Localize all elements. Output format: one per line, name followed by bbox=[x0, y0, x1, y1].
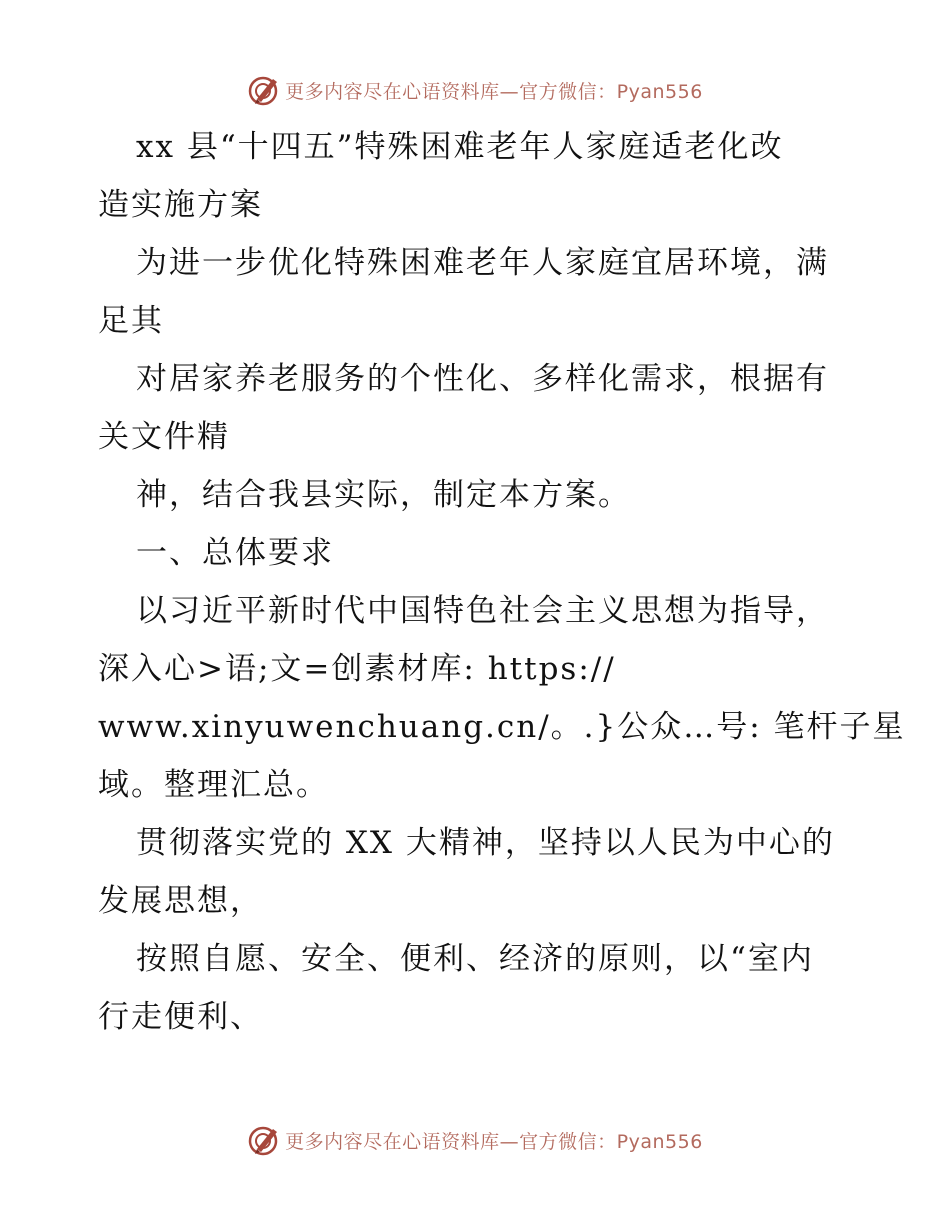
paragraph-line: 行走便利、 bbox=[98, 999, 263, 1035]
document-body bbox=[98, 118, 906, 1046]
paragraph-line: 按照自愿、安全、便利、经济的原则，以“室内 bbox=[136, 941, 814, 977]
section-heading: 一、总体要求 bbox=[136, 535, 334, 571]
logo-pen-icon bbox=[247, 73, 281, 107]
footer-banner-text: 更多内容尽在心语资料库—官方微信：Pyan556 bbox=[285, 1130, 703, 1153]
paragraph-line: 对居家养老服务的个性化、多样化需求，根据有 bbox=[136, 361, 829, 397]
paragraph-line: 域。整理汇总。 bbox=[98, 767, 329, 803]
paragraph-line: 为进一步优化特殊困难老年人家庭宜居环境，满 bbox=[136, 245, 829, 281]
logo-pen-icon bbox=[247, 1123, 281, 1157]
paragraph-line: 足其 bbox=[98, 303, 164, 339]
paragraph-line: www.xinyuwenchuang.cn/。.}公众…号: 笔杆子星 bbox=[98, 709, 906, 745]
paragraph-line: 发展思想， bbox=[98, 883, 263, 919]
footer-banner bbox=[0, 1118, 950, 1162]
paragraph-line: 贯彻落实党的 XX 大精神，坚持以人民为中心的 bbox=[136, 825, 835, 861]
paragraph-line: 神，结合我县实际，制定本方案。 bbox=[136, 477, 631, 513]
paragraph-line: 以习近平新时代中国特色社会主义思想为指导， bbox=[136, 593, 829, 629]
paragraph-line: 关文件精 bbox=[98, 419, 230, 455]
title-line-1: xx 县“十四五”特殊困难老年人家庭适老化改 bbox=[136, 129, 784, 165]
paragraph-line: 深入心>语;文=创素材库: https:// bbox=[98, 651, 616, 687]
header-banner bbox=[0, 68, 950, 112]
header-banner-text: 更多内容尽在心语资料库—官方微信：Pyan556 bbox=[285, 80, 703, 103]
title-line-2: 造实施方案 bbox=[98, 187, 263, 223]
